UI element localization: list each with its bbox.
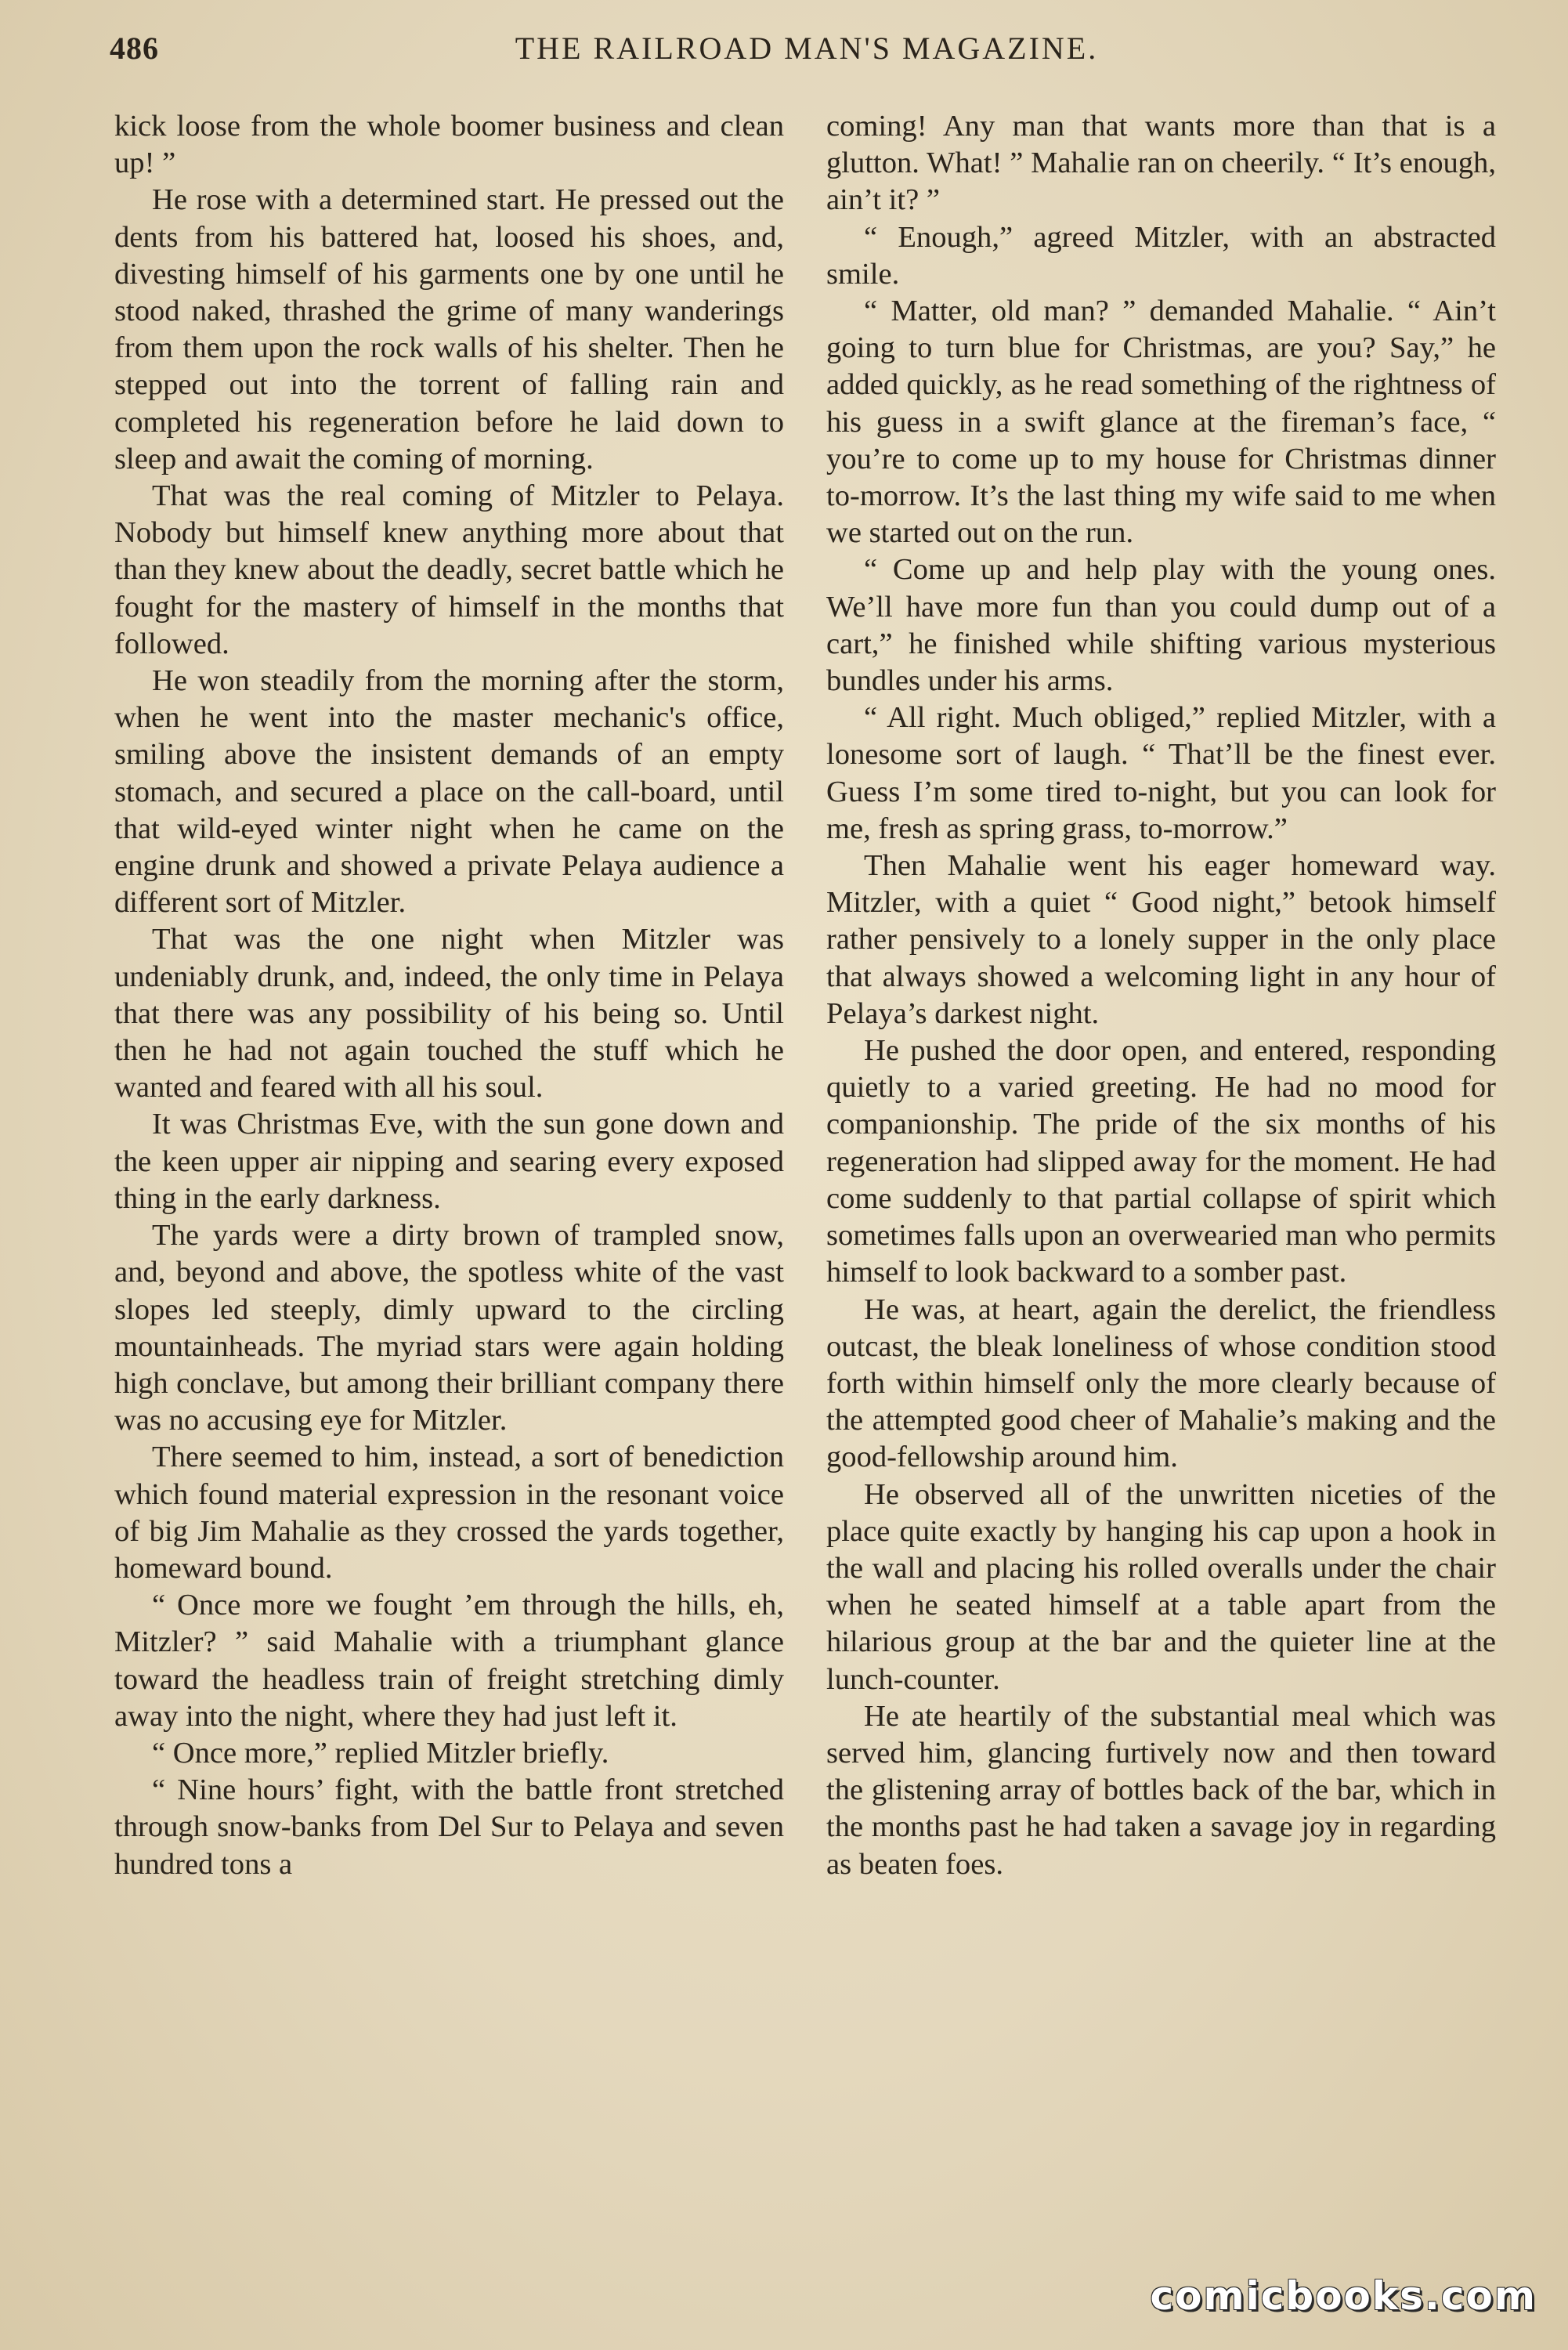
paragraph: It was Christmas Eve, with the sun gone down and the keen upper air nipping and searing every exposed thing in the early darkness. [114, 1108, 784, 1215]
page-number: 486 [110, 31, 159, 66]
paragraph: “ Nine hours’ fight, with the battle front stretched through snow-banks from Del Sur to Pelaya and seven hundred tons a [114, 1773, 784, 1881]
paragraph: “ Come up and help play with the young ones. We’ll have more fun than you could dump out of a cart,” he finished while shifting various mysterious bundles under his arms. [826, 553, 1496, 698]
paragraph: There seemed to him, instead, a sort of benediction which found material expression in the resonant voice of big Jim Mahalie as they crossed the yards together, homeward bound. [114, 1441, 784, 1585]
paragraph: He observed all of the unwritten niceties of the place quite exactly by hanging his cap upon a hook in the wall and placing his rolled overalls under the chair when he seated himself at a table apart from the hilarious group at the bar and the quieter line at the lunch-counter. [826, 1477, 1496, 1696]
watermark: comicbooks.com [1150, 2273, 1537, 2319]
running-title: THE RAILROAD MAN'S MAGAZINE. [515, 31, 1099, 66]
paragraph: coming! Any man that wants more than that is a glutton. What! ” Mahalie ran on cheerily. “ It’s enough, ain’t it? ” [826, 110, 1496, 217]
paragraph: He won steadily from the morning after the storm, when he went into the master mechanic's office, smiling above the insistent demands of an empty stomach, and secured a place on the call-board, until that wild-eyed winter night when he came on the engine drunk and showed a private Pelaya audience a different sort of Mitzler. [114, 664, 784, 920]
paragraph: That was the real coming of Mitzler to Pelaya. Nobody but himself knew anything more about that than they knew about the deadly, secret battle which he fought for the mastery of himself in the months that followed. [114, 479, 784, 660]
paragraph: The yards were a dirty brown of trampled snow, and, beyond and above, the spotless white of the vast slopes led steeply, dimly upward to the circling mountainheads. The myriad stars were again holding high conclave, but among their brilliant company there was no accusing eye for Mitzler. [114, 1219, 784, 1437]
paragraph: That was the one night when Mitzler was undeniably drunk, and, indeed, the only time in Pelaya that there was any possibility of his being so. Until then he had not again touched the stuff which he wanted and feared with all his soul. [114, 923, 784, 1104]
paragraph: “ All right. Much obliged,” replied Mitzler, with a lonesome sort of laugh. “ That’ll be the finest ever. Guess I’m some tired to-night, but you can look for me, fresh as spring grass, to-morrow.” [826, 701, 1496, 845]
paragraph: kick loose from the whole boomer business and clean up! ” [114, 110, 784, 180]
paragraph: “ Once more,” replied Mitzler briefly. [152, 1736, 609, 1770]
right-column [826, 108, 1496, 1883]
left-column [114, 108, 784, 1883]
paragraph: “ Matter, old man? ” demanded Mahalie. “ Ain’t going to turn blue for Christmas, are you? Say,” he added quickly, as he read something of the rightness of his guess in a swift glance at the fireman’s face, “ you’re to come up to my house for Christmas dinner to-morrow. It’s the last thing my wife said to me when we started out on the run. [826, 295, 1496, 550]
paragraph: He pushed the door open, and entered, responding quietly to a varied greeting. He had no mood for companionship. The pride of the six months of his regeneration had slipped away for the moment. He had come suddenly to that partial collapse of spirit which sometimes falls upon an overwearied man who permits himself to look backward to a somber past. [826, 1034, 1496, 1289]
page-header [110, 30, 1504, 77]
paragraph: He rose with a determined start. He pressed out the dents from his battered hat, loosed his shoes, and, divesting himself of his garments one by one until he stood naked, thrashed the grime of many wanderings from them upon the rock walls of his shelter. Then he stepped out into the torrent of falling rain and completed his regeneration before he laid down to sleep and await the coming of morning. [114, 183, 784, 475]
paragraph: Then Mahalie went his eager homeward way. Mitzler, with a quiet “ Good night,” betook himself rather pensively to a lonely supper in the only place that always showed a welcoming light in any hour of Pelaya’s darkest night. [826, 849, 1496, 1030]
paragraph: He ate heartily of the substantial meal which was served him, glancing furtively now and then toward the glistening array of bottles back of the bar, which in the months past he had taken a savage joy in regarding as beaten foes. [826, 1699, 1496, 1881]
paragraph: “ Enough,” agreed Mitzler, with an abstracted smile. [826, 220, 1496, 291]
paragraph: “ Once more we fought ’em through the hills, eh, Mitzler? ” said Mahalie with a triumphant glance toward the headless train of freight stretching dimly away into the night, where they had just left it. [114, 1589, 784, 1733]
paragraph: He was, at heart, again the derelict, the friendless outcast, the bleak loneliness of whose condition stood forth within himself only the more clearly because of the attempted good cheer of Mahalie’s making and the good-fellowship around him. [826, 1292, 1496, 1474]
